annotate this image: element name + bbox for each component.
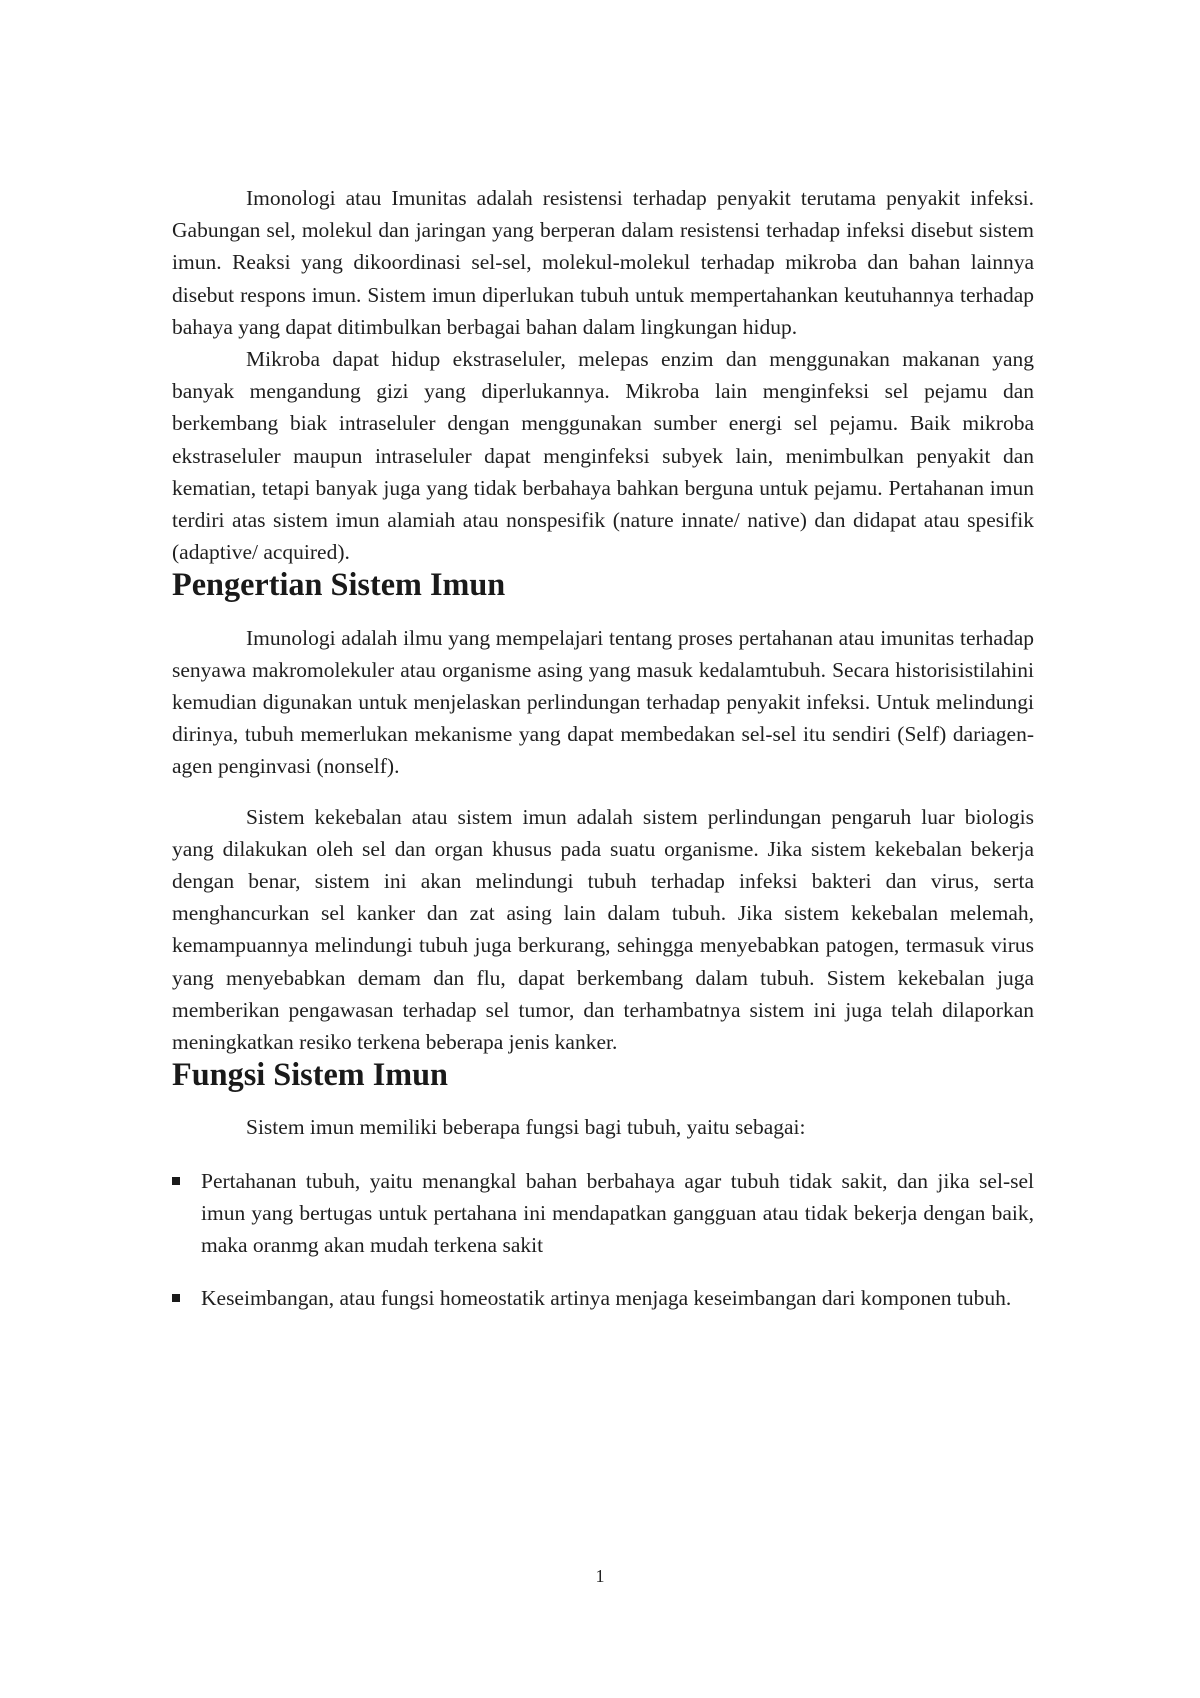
page-number: 1: [595, 1566, 605, 1586]
section1-paragraph-2: Sistem kekebalan atau sistem imun adalah sistem perlindungan pengaruh luar biologis yang dilakukan oleh sel dan organ khusus pada suatu organisme. Jika sistem kekebalan bekerja dengan benar, sistem ini akan melindungi tubuh terhadap infeksi bakteri dan virus, serta menghancurkan sel kanker dan zat asing lain dalam tubuh. Jika sistem kekebalan melemah, kemampuannya melindungi tubuh juga berkurang, sehingga menyebabkan patogen, termasuk virus yang menyebabkan demam dan flu, dapat berkembang dalam tubuh. Sistem kekebalan juga memberikan pengawasan terhadap sel tumor, dan terhambatnya sistem ini juga telah dilaporkan meningkatkan resiko terkena beberapa jenis kanker.: [172, 804, 1034, 1055]
list-item: [172, 1165, 1034, 1262]
list-item-text: Keseimbangan, atau fungsi homeostatik artinya menjaga keseimbangan dari komponen tubuh.: [201, 1286, 1012, 1311]
section-heading-fungsi: Fungsi Sistem Imun: [172, 1056, 448, 1093]
section1-paragraph-1: Imunologi adalah ilmu yang mempelajari tentang proses pertahanan atau imunitas terhadap senyawa makromolekuler atau organisme asing yang masuk kedalamtubuh. Secara historisistilahini kemudian digunakan untuk menjelaskan perlindungan terhadap penyakit infeksi. Untuk melindungi dirinya, tubuh memerlukan mekanisme yang dapat membedakan sel-sel itu sendiri (Self) dariagen-agen penginvasi (nonself).: [172, 625, 1034, 779]
section-heading-pengertian: Pengertian Sistem Imun: [172, 566, 506, 603]
square-bullet-icon: [172, 1177, 180, 1185]
intro-paragraph-2: Mikroba dapat hidup ekstraseluler, melepas enzim dan menggunakan makanan yang banyak mengandung gizi yang diperlukannya. Mikroba lain menginfeksi sel pejamu dan berkembang biak intraseluler dengan menggunakan sumber energi sel pejamu. Baik mikroba ekstraseluler maupun intraseluler dapat menginfeksi subyek lain, menimbulkan penyakit dan kematian, tetapi banyak juga yang tidak berbahaya bahkan berguna untuk pejamu. Pertahanan imun terdiri atas sistem imun alamiah atau nonspesifik (nature innate/ native) dan didapat atau spesifik (adaptive/ acquired).: [172, 347, 1034, 565]
section2-intro: Sistem imun memiliki beberapa fungsi bagi tubuh, yaitu sebagai:: [246, 1115, 806, 1140]
square-bullet-icon: [172, 1294, 180, 1302]
list-item-text: Pertahanan tubuh, yaitu menangkal bahan berbahaya agar tubuh tidak sakit, dan jika sel-sel imun yang bertugas untuk pertahana ini mendapatkan gangguan atau tidak bekerja dengan baik, maka oranmg akan mudah terkena sakit: [201, 1168, 1034, 1258]
function-list: [172, 1165, 1034, 1315]
intro-paragraph-1: Imonologi atau Imunitas adalah resistensi terhadap penyakit terutama penyakit infeksi. Gabungan sel, molekul dan jaringan yang berperan dalam resistensi terhadap infeksi disebut sistem imun. Reaksi yang dikoordinasi sel-sel, molekul-molekul terhadap mikroba dan bahan lainnya disebut respons imun. Sistem imun diperlukan tubuh untuk mempertahankan keutuhannya terhadap bahaya yang dapat ditimbulkan berbagai bahan dalam lingkungan hidup.: [172, 186, 1034, 339]
document-page: [172, 182, 1034, 1315]
list-item: [172, 1282, 1034, 1314]
